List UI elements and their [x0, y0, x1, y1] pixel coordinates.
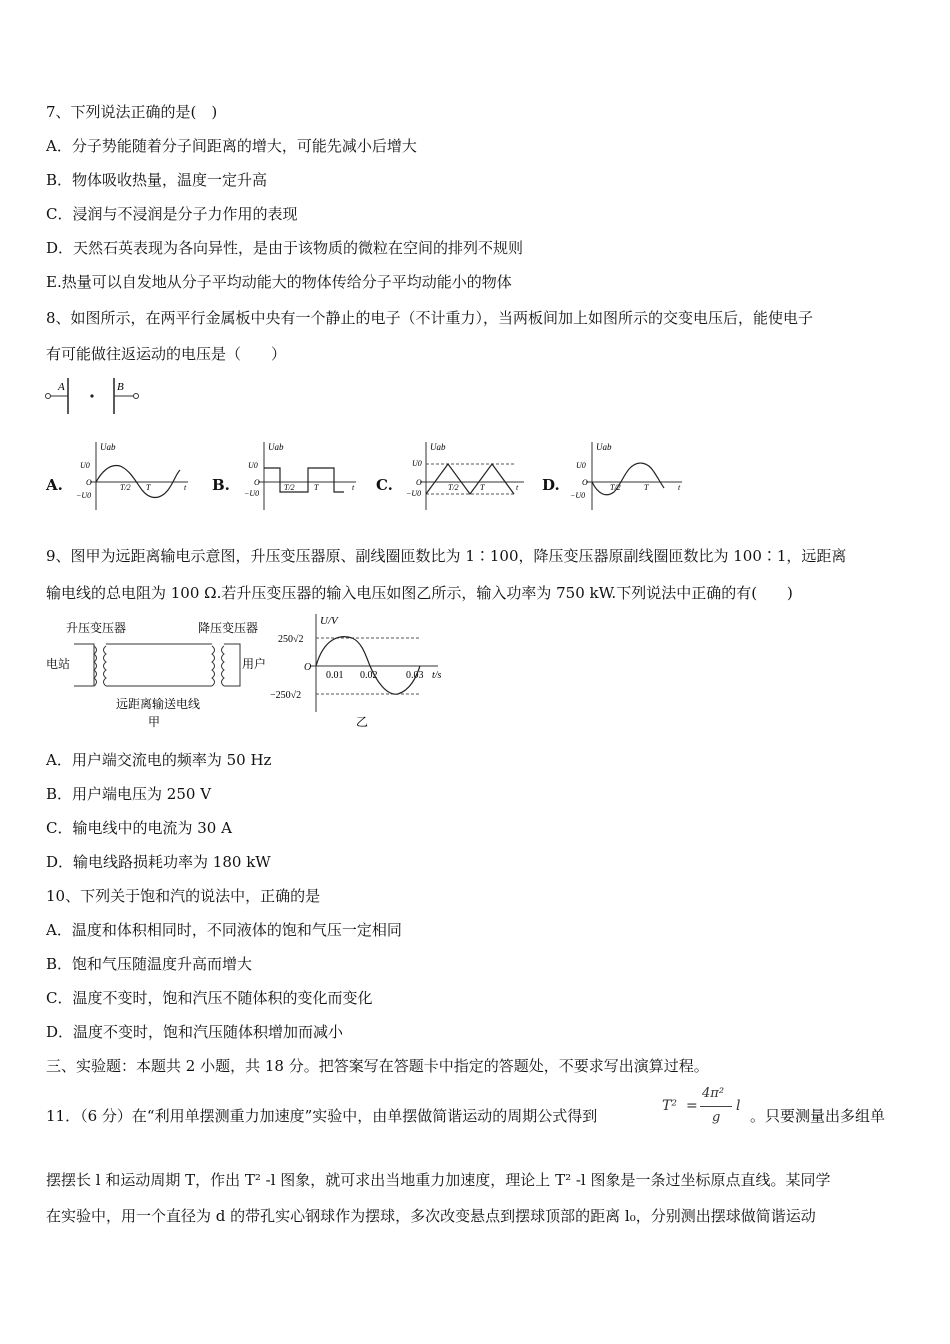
svg-text:O: O [416, 478, 422, 487]
svg-text:t: t [352, 483, 355, 492]
svg-text:T/2: T/2 [448, 483, 459, 492]
q9-option-a: A．用户端交流电的频率为 50 Hz [46, 751, 272, 769]
svg-text:U0: U0 [412, 459, 422, 468]
svg-text:Uab: Uab [268, 442, 284, 452]
q8-graph-c [400, 438, 530, 514]
plate-b-label: B [117, 381, 124, 393]
svg-text:T/2: T/2 [284, 483, 295, 492]
svg-text:t: t [184, 483, 187, 492]
q11-formula: T² = 4π² g l [662, 1086, 741, 1125]
q8-stem-line2: 有可能做往返运动的电压是（ ） [46, 345, 287, 363]
q10-stem: 10、下列关于饱和汽的说法中，正确的是 [46, 887, 321, 905]
section-3-heading: 三、实验题：本题共 2 小题，共 18 分。把答案写在答题卡中指定的答题处，不要求写出演算过程。 [46, 1057, 709, 1075]
yi-xlabel: t/s [432, 670, 442, 681]
svg-text:O: O [254, 478, 260, 487]
q8-graph-d [570, 438, 690, 514]
plate-a-label: A [58, 381, 65, 393]
formula-lhs: T² [662, 1098, 677, 1114]
q8-graph-a [76, 438, 196, 514]
q10-option-b: B．饱和气压随温度升高而增大 [46, 955, 253, 973]
svg-text:−U0: −U0 [76, 491, 92, 500]
svg-text:−U0: −U0 [570, 491, 586, 500]
q8-option-c-label: C. [376, 476, 393, 494]
q9-option-d: D．输电线路损耗功率为 180 kW [46, 853, 271, 871]
q7-option-b: B．物体吸收热量，温度一定升高 [46, 171, 268, 189]
user-label: 用户 [242, 657, 267, 671]
svg-text:t: t [516, 483, 519, 492]
svg-text:O: O [582, 478, 588, 487]
step-up-label: 升压变压器 [66, 621, 127, 635]
q8-option-b-label: B. [212, 476, 230, 494]
formula-den: g [712, 1110, 721, 1125]
yi-ymax: 250√2 [278, 634, 304, 645]
svg-text:T/2: T/2 [120, 483, 131, 492]
q7-option-d: D．天然石英表现为各向异性，是由于该物质的微粒在空间的排列不规则 [46, 239, 524, 257]
q9-option-c: C．输电线中的电流为 30 A [46, 819, 232, 837]
svg-text:T/2: T/2 [610, 483, 621, 492]
formula-var: l [736, 1098, 741, 1114]
electron-dot [90, 394, 93, 397]
svg-text:U0: U0 [248, 461, 258, 470]
svg-text:T: T [146, 483, 151, 492]
yi-ylabel: U/V [320, 615, 338, 627]
q8-plates-figure [44, 376, 144, 418]
yi-tick-3: 0.03 [406, 670, 424, 681]
q10-option-a: A．温度和体积相同时，不同液体的饱和气压一定相同 [46, 921, 402, 939]
yi-ymin: −250√2 [270, 690, 302, 701]
svg-text:−U0: −U0 [244, 489, 260, 498]
step-down-label: 降压变压器 [198, 621, 259, 635]
q11-line2: 摆摆长 l 和运动周期 T，作出 T² -l 图象，就可求出当地重力加速度，理论上 T² -l 图象是一条过坐标原点直线。某同学 [46, 1171, 831, 1189]
formula-num: 4π² [702, 1086, 725, 1101]
svg-text:t: t [678, 483, 681, 492]
q10-option-d: D．温度不变时，饱和汽压随体积增加而减小 [46, 1023, 344, 1041]
svg-text:Uab: Uab [430, 442, 446, 452]
q7-stem: 7、下列说法正确的是( ) [46, 103, 218, 121]
q11-stem-a: 11．（6 分）在“利用单摆测重力加速度”实验中，由单摆做简谐运动的周期公式得到 [46, 1107, 598, 1125]
q9-option-b: B．用户端电压为 250 V [46, 785, 212, 803]
yi-tick-2: 0.02 [360, 670, 378, 681]
q8-option-a-label: A. [46, 476, 63, 494]
svg-text:Uab: Uab [596, 442, 612, 452]
station-label: 电站 [46, 657, 71, 671]
yi-origin: O [304, 662, 312, 673]
svg-text:O: O [86, 478, 92, 487]
svg-text:−U0: −U0 [406, 489, 422, 498]
q11-line3: 在实验中，用一个直径为 d 的带孔实心钢球作为摆球，多次改变悬点到摆球顶部的距离 l₀，分别测出摆球做简谐运动 [46, 1207, 816, 1225]
svg-text:U0: U0 [80, 461, 90, 470]
svg-text:T: T [480, 483, 485, 492]
q7-option-a: A．分子势能随着分子间距离的增大，可能先减小后增大 [46, 137, 417, 155]
svg-text:U0: U0 [576, 461, 586, 470]
q9-stem-line1: 9、图甲为远距离输电示意图，升压变压器原、副线圈匝数比为 1∶100，降压变压器原副线圈匝数比为 100∶1，远距离 [46, 547, 847, 565]
caption-jia: 甲 [148, 715, 161, 729]
q9-stem-line2: 输电线的总电阻为 100 Ω.若升压变压器的输入电压如图乙所示，输入功率为 750 kW.下列说法中正确的有( ) [46, 584, 793, 602]
q7-option-c: C．浸润与不浸润是分子力作用的表现 [46, 205, 298, 223]
q8-graph-b [244, 438, 364, 514]
q8-stem-line1: 8、如图所示，在两平行金属板中央有一个静止的电子（不计重力），当两板间加上如图所示的交变电压后，能使电子 [46, 309, 814, 327]
yi-tick-1: 0.01 [326, 670, 344, 681]
svg-text:T: T [644, 483, 649, 492]
q7-option-e: E.热量可以自发地从分子平均动能大的物体传给分子平均动能小的物体 [46, 273, 512, 291]
q9-figure-yi [270, 608, 460, 734]
svg-text:T: T [314, 483, 319, 492]
q11-stem-b: 。只要测量出多组单 [750, 1107, 886, 1125]
q8-option-d-label: D. [542, 476, 560, 494]
q9-figure-jia [44, 616, 274, 734]
svg-text:Uab: Uab [100, 442, 116, 452]
line-label: 远距离输送电线 [116, 697, 201, 711]
caption-yi: 乙 [356, 715, 369, 729]
q10-option-c: C．温度不变时，饱和汽压不随体积的变化而变化 [46, 989, 373, 1007]
